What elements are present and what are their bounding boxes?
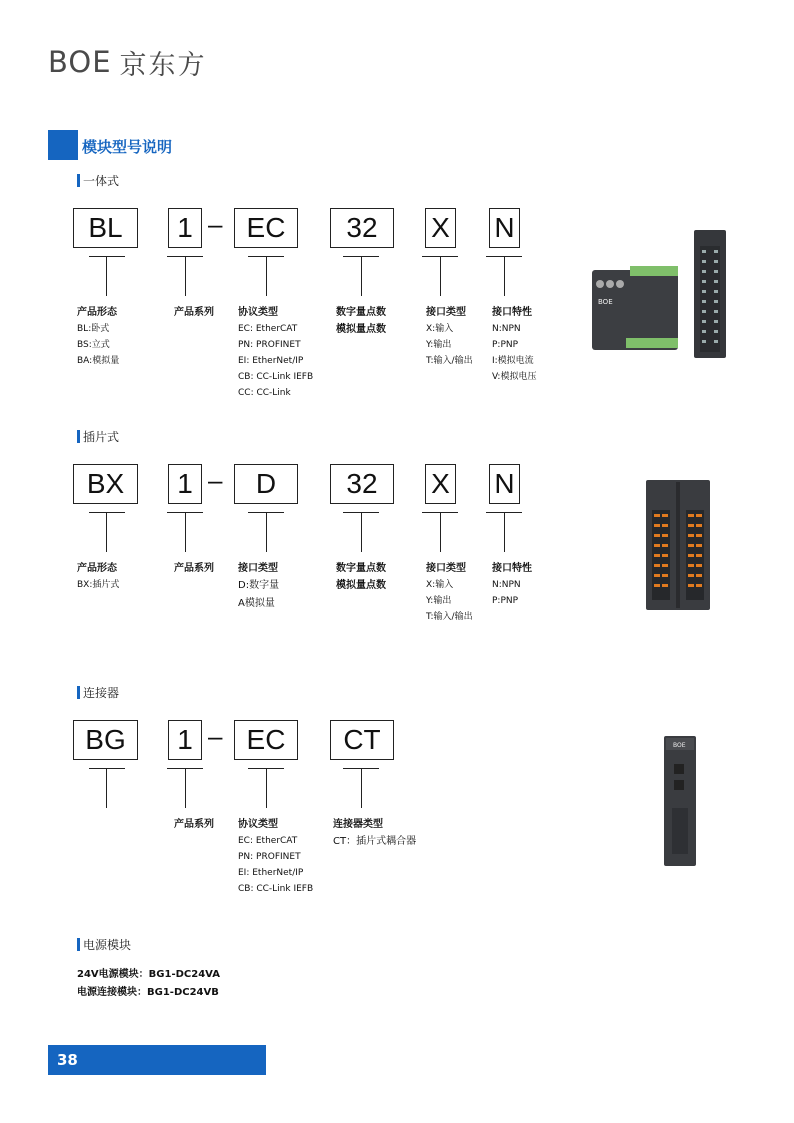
- desc-line: N:NPN: [492, 324, 521, 334]
- subheading-marker: [77, 938, 80, 951]
- bracket-v: [361, 256, 362, 296]
- code-box-series: 1: [168, 464, 202, 504]
- desc-line: T:输入/输出: [426, 356, 473, 366]
- subheading-power: [77, 936, 131, 953]
- desc-line: N:NPN: [492, 580, 521, 590]
- desc-iface-kind: [238, 577, 279, 613]
- code-box-protocol: EC: [234, 720, 298, 760]
- desc-iface: [426, 321, 473, 369]
- bracket-v: [361, 768, 362, 808]
- page-number: 38: [48, 1045, 266, 1075]
- code-box-iface: X: [425, 208, 456, 248]
- label-protocol: 协议类型: [238, 307, 278, 318]
- desc-line: Y:输出: [426, 340, 452, 350]
- code-box-protocol: EC: [234, 208, 298, 248]
- desc-line: X:输入: [426, 580, 454, 590]
- label-form: 产品形态: [77, 563, 117, 574]
- power-model-list: [77, 966, 220, 1002]
- bracket-v: [504, 256, 505, 296]
- label-iface-trait: 接口特性: [492, 563, 532, 574]
- code-box-iface-kind: D: [234, 464, 298, 504]
- bracket-v: [266, 512, 267, 552]
- desc-line: EC: EtherCAT: [238, 324, 298, 334]
- desc-form: [77, 577, 119, 593]
- brand-cn: 京东方: [119, 49, 207, 81]
- desc-line: D:数字量: [238, 580, 280, 591]
- bracket-v: [106, 768, 107, 808]
- desc-line: V:模拟电压: [492, 372, 537, 382]
- desc-trait: [492, 577, 521, 609]
- label-form: 产品形态: [77, 307, 117, 318]
- desc-line: A模拟量: [238, 598, 275, 609]
- code-box-series: 1: [168, 720, 202, 760]
- label-analog-points: 模拟量点数: [336, 324, 386, 335]
- subheading-text: 插片式: [83, 430, 120, 444]
- subheading-marker: [77, 174, 80, 187]
- label-series: 产品系列: [174, 563, 214, 574]
- bracket-v: [266, 256, 267, 296]
- bracket-v: [106, 256, 107, 296]
- power-line: 电源连接模块：BG1-DC24VB: [77, 987, 219, 998]
- code-box-trait: N: [489, 464, 520, 504]
- desc-line: BL:卧式: [77, 324, 110, 334]
- label-digital-points: 数字量点数: [336, 307, 386, 318]
- label-iface-trait: 接口特性: [492, 307, 532, 318]
- code-dash: –: [208, 209, 223, 239]
- code-box-points: 32: [330, 464, 394, 504]
- bracket-v: [185, 512, 186, 552]
- desc-line: CB: CC-Link IEFB: [238, 372, 314, 382]
- brand-logo: [48, 44, 207, 80]
- section-marker: [48, 130, 78, 160]
- label-iface-kind: 接口类型: [238, 563, 278, 574]
- desc-protocol: [238, 321, 313, 401]
- desc-line: EI: EtherNet/IP: [238, 356, 304, 366]
- desc-trait: [492, 321, 536, 385]
- bracket-h: [89, 768, 125, 769]
- desc-line: PN: PROFINET: [238, 340, 301, 350]
- bracket-v: [440, 512, 441, 552]
- bracket-v: [266, 768, 267, 808]
- plugin-module-photo: [646, 480, 710, 610]
- desc-line: BX:插片式: [77, 580, 120, 590]
- bracket-v: [106, 512, 107, 552]
- code-dash: –: [208, 721, 223, 751]
- desc-line: PN: PROFINET: [238, 852, 301, 862]
- desc-iface: [426, 577, 473, 625]
- subheading-text: 电源模块: [83, 938, 132, 952]
- bracket-h: [89, 256, 125, 257]
- desc-line: P:PNP: [492, 340, 519, 350]
- label-iface-type: 接口类型: [426, 563, 466, 574]
- label-analog-points: 模拟量点数: [336, 580, 386, 591]
- label-connector-type: 连接器类型: [333, 819, 383, 830]
- desc-line: CB: CC-Link IEFB: [238, 884, 314, 894]
- label-protocol: 协议类型: [238, 819, 278, 830]
- integrated-module-photo: [588, 226, 738, 362]
- subheading-text: 连接器: [83, 686, 120, 700]
- subheading-plugin: [77, 428, 119, 445]
- bracket-h: [89, 512, 125, 513]
- code-dash: –: [208, 465, 223, 495]
- code-box-iface: X: [425, 464, 456, 504]
- subheading-marker: [77, 430, 80, 443]
- desc-line: CC: CC-Link: [238, 388, 291, 398]
- code-box-form: BL: [73, 208, 138, 248]
- label-digital-points: 数字量点数: [336, 563, 386, 574]
- desc-form: [77, 321, 119, 369]
- desc-line: Y:输出: [426, 596, 452, 606]
- desc-line: BA:模拟量: [77, 356, 120, 366]
- subheading-marker: [77, 686, 80, 699]
- module-label: BOE: [673, 742, 686, 749]
- brand-latin: BOE: [48, 45, 112, 79]
- code-box-points: 32: [330, 208, 394, 248]
- desc-connector-type: CT：插片式耦合器: [333, 836, 417, 847]
- desc-line: T:输入/输出: [426, 612, 473, 622]
- label-series: 产品系列: [174, 819, 214, 830]
- label-iface-type: 接口类型: [426, 307, 466, 318]
- desc-line: BS:立式: [77, 340, 110, 350]
- bracket-v: [504, 512, 505, 552]
- desc-protocol: [238, 833, 313, 897]
- bracket-v: [185, 256, 186, 296]
- code-box-form: BG: [73, 720, 138, 760]
- code-box-series: 1: [168, 208, 202, 248]
- label-series: 产品系列: [174, 307, 214, 318]
- power-line: 24V电源模块：BG1-DC24VA: [77, 969, 220, 980]
- desc-line: I:模拟电流: [492, 356, 534, 366]
- desc-line: P:PNP: [492, 596, 519, 606]
- section-title: 模块型号说明: [82, 138, 173, 156]
- desc-line: X:输入: [426, 324, 454, 334]
- bracket-v: [361, 512, 362, 552]
- bracket-v: [185, 768, 186, 808]
- code-box-trait: N: [489, 208, 520, 248]
- bracket-v: [440, 256, 441, 296]
- code-box-form: BX: [73, 464, 138, 504]
- desc-line: EC: EtherCAT: [238, 836, 298, 846]
- connector-module-photo: [664, 736, 696, 866]
- code-box-connector-type: CT: [330, 720, 394, 760]
- subheading-connector: [77, 684, 119, 701]
- subheading-integrated: [77, 172, 119, 189]
- desc-line: EI: EtherNet/IP: [238, 868, 304, 878]
- module-label: BOE: [598, 298, 613, 306]
- subheading-text: 一体式: [83, 174, 120, 188]
